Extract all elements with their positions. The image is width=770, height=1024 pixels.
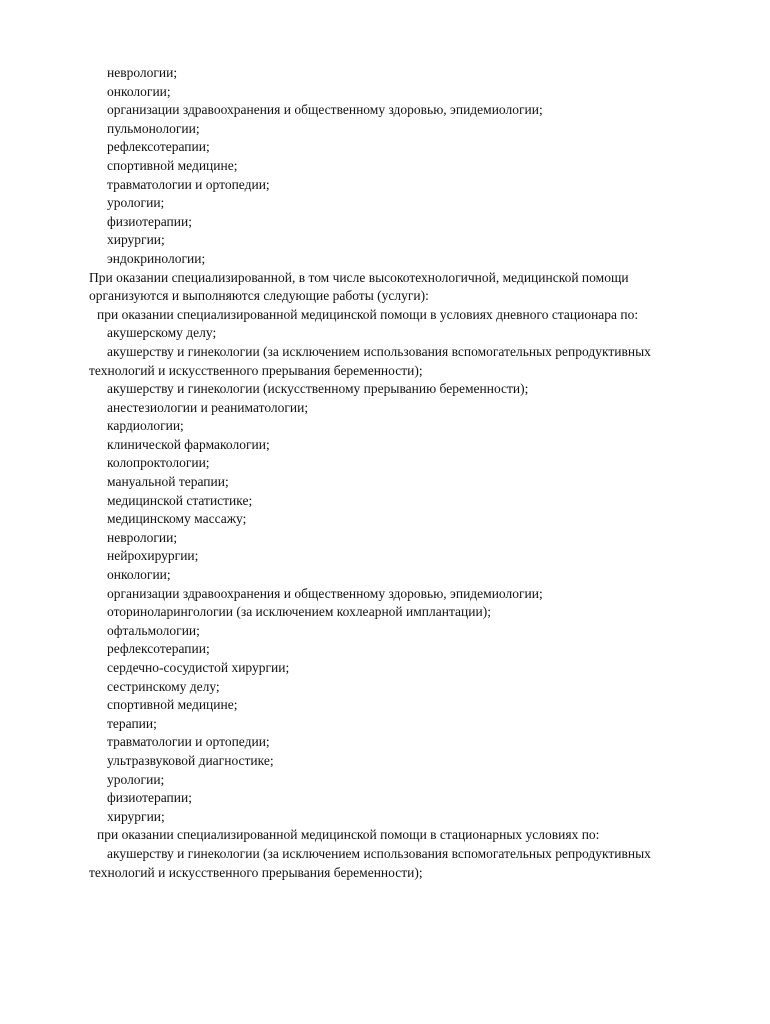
list-item: оториноларингологии (за исключением кохлеарной имплантации); bbox=[107, 604, 491, 620]
list-item: хирургии; bbox=[107, 232, 165, 248]
list-item: акушерству и гинекологии (за исключением использования вспомогательных репродуктивных bbox=[107, 343, 651, 359]
list-item: кардиологии; bbox=[107, 418, 184, 434]
list-item: акушерскому делу; bbox=[107, 325, 217, 341]
list-item: колопроктологии; bbox=[107, 455, 210, 471]
list-item: эндокринологии; bbox=[107, 250, 206, 266]
document-body bbox=[89, 64, 739, 882]
list-item: урологии; bbox=[107, 771, 165, 787]
paragraph-line: технологий и искусственного прерывания беременности); bbox=[89, 362, 423, 378]
list-item: офтальмологии; bbox=[107, 622, 200, 638]
paragraph-line: При оказании специализированной, в том числе высокотехнологичной, медицинской помощи bbox=[89, 269, 629, 285]
list-item: урологии; bbox=[107, 195, 165, 211]
list-item: физиотерапии; bbox=[107, 213, 192, 229]
list-item: травматологии и ортопедии; bbox=[107, 176, 270, 192]
list-item: рефлексотерапии; bbox=[107, 641, 210, 657]
list-item: анестезиологии и реаниматологии; bbox=[107, 399, 309, 415]
list-item: организации здравоохранения и общественному здоровью, эпидемиологии; bbox=[107, 102, 543, 118]
list-item: травматологии и ортопедии; bbox=[107, 734, 270, 750]
list-item: акушерству и гинекологии (искусственному прерыванию беременности); bbox=[107, 381, 529, 397]
list-item: организации здравоохранения и общественному здоровью, эпидемиологии; bbox=[107, 585, 543, 601]
list-item: мануальной терапии; bbox=[107, 474, 229, 490]
list-item: нейрохирургии; bbox=[107, 548, 199, 564]
list-item: онкологии; bbox=[107, 83, 171, 99]
list-item: медицинскому массажу; bbox=[107, 511, 247, 527]
list-item: клинической фармакологии; bbox=[107, 436, 270, 452]
list-item: неврологии; bbox=[107, 529, 178, 545]
paragraph-line: технологий и искусственного прерывания беременности); bbox=[89, 864, 423, 880]
list-item: хирургии; bbox=[107, 808, 165, 824]
list-item: онкологии; bbox=[107, 567, 171, 583]
list-item: неврологии; bbox=[107, 65, 178, 80]
list-item: сердечно-сосудистой хирургии; bbox=[107, 660, 290, 675]
list-item: рефлексотерапии; bbox=[107, 139, 210, 155]
list-item: пульмонологии; bbox=[107, 120, 200, 136]
list-item: физиотерапии; bbox=[107, 790, 192, 806]
list-item: спортивной медицине; bbox=[107, 697, 238, 713]
list-item: медицинской статистике; bbox=[107, 492, 253, 508]
paragraph-line: организуются и выполняются следующие работы (услуги): bbox=[89, 288, 429, 304]
section-intro-line: при оказании специализированной медицинской помощи в условиях дневного стационара по: bbox=[97, 306, 639, 322]
list-item: акушерству и гинекологии (за исключением использования вспомогательных репродуктивных bbox=[107, 845, 651, 861]
list-item: терапии; bbox=[107, 715, 157, 731]
list-item: ультразвуковой диагностике; bbox=[107, 752, 274, 768]
section-intro-line: при оказании специализированной медицинской помощи в стационарных условиях по: bbox=[97, 827, 600, 843]
list-item: сестринскому делу; bbox=[107, 678, 220, 694]
list-item: спортивной медицине; bbox=[107, 157, 238, 173]
